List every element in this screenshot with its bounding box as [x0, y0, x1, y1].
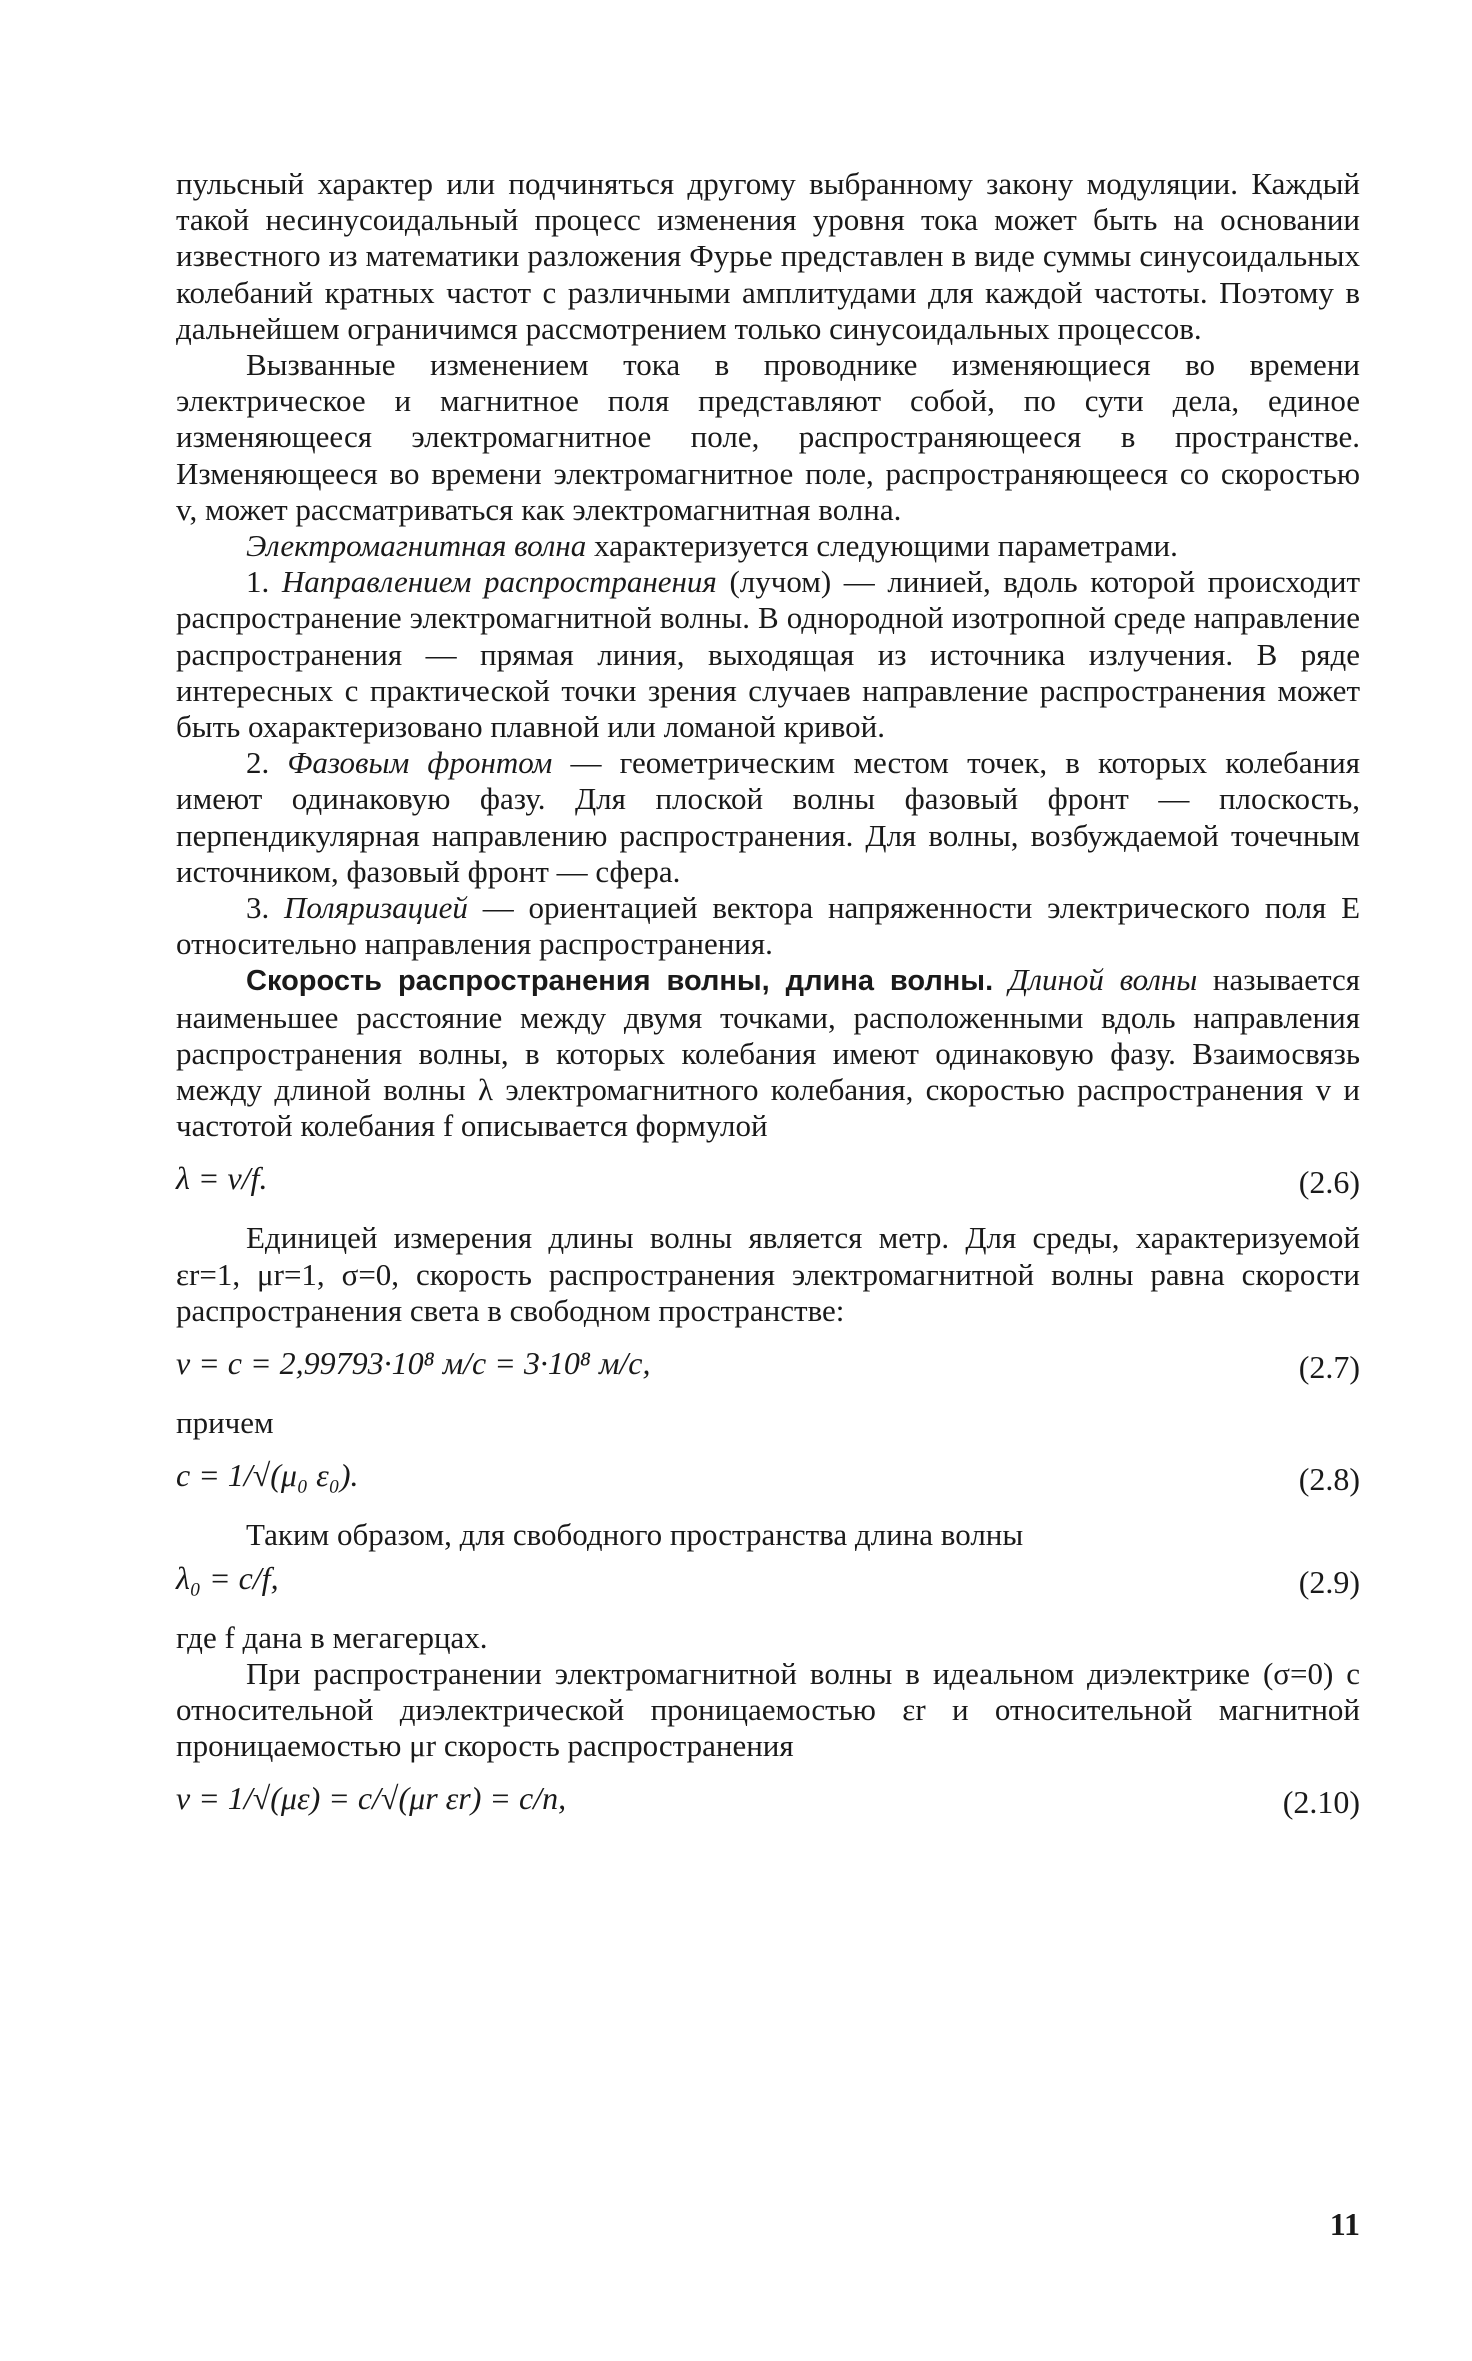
equation-number: (2.8): [1298, 1461, 1360, 1498]
equation-number: (2.7): [1298, 1349, 1360, 1386]
paragraph-wave-params: Электромагнитная волна характеризуется следующими параметрами.: [246, 528, 1178, 564]
equation-2-9: λ₀ = c/f, (2.9): [176, 1559, 1360, 1600]
page-number: 11: [1329, 2206, 1360, 2242]
list-item-polarization: 3. Поляризацией — ориентацией вектора напряженности электрического поля E относительно направления распространения.: [176, 890, 1361, 962]
section-heading-speed: Скорость распространения волны, длина волны.: [246, 965, 994, 998]
equation-2-7: v = c = 2,99793·10⁸ м/с = 3·10⁸ м/с, (2.7): [176, 1345, 1360, 1386]
paragraph-megahertz: где f дана в мегагерцах.: [176, 1619, 488, 1655]
equation-number: (2.9): [1298, 1563, 1360, 1600]
paragraph-continuation: пульсный характер или подчиняться другому выбранному закону модуляции. Каждый такой несинусоидальный процесс изменения уровня тока может быть на основании известного из математики разложения Фурье представлен в виде суммы синусоидальных колебаний кратных частот с различными амплитудами для каждой частоты. Поэтому в дальнейшем ограничимся рассмотрением только синусоидальных процессов.: [176, 166, 1360, 346]
equation-2-10: v = 1/√(με) = c/√(μr εr) = c/n, (2.10): [176, 1780, 1360, 1821]
term-direction: Направлением распространения: [281, 564, 717, 600]
paragraph-unit: Единицей измерения длины волны является метр. Для среды, характеризуемой εr=1, μr=1, σ=0, скорость распространения электромагнитной волны равна скорости распространения света в свободном пространстве:: [176, 1220, 1360, 1328]
term-phase-front: Фазовым фронтом: [287, 745, 553, 781]
list-item-direction: 1. Направлением распространения (лучом) — линией, вдоль которой происходит распространение электромагнитной волны. В однородной изотропной среде направление распространения — прямая линия, выходящая из источника излучения. В ряде интересных с практической точки зрения случаев направление распространения может быть охарактеризовано плавной или ломаной кривой.: [176, 564, 1361, 745]
equation-2-6: λ = v/f. (2.6): [176, 1160, 1360, 1201]
term-em-wave: Электромагнитная волна: [246, 528, 587, 564]
paragraph-wavelength: Скорость распространения волны, длина волны. Длиной волны называется наименьшее расстояние между двумя точками, расположенными вдоль направления распространения волны, в которых колебания имеют одинаковую фазу. Взаимосвязь между длиной волны λ электромагнитного колебания, скоростью распространения v и частотой колебания f описывается формулой: [176, 962, 1360, 1144]
term-polarization: Поляризацией: [284, 890, 468, 926]
paragraph-wherein: причем: [176, 1405, 274, 1441]
equation-number: (2.10): [1282, 1784, 1360, 1821]
term-wavelength: Длиной волны: [1008, 962, 1198, 998]
paragraph-free-space: Таким образом, для свободного пространства длина волны: [246, 1517, 1024, 1553]
paragraph-em-field: Вызванные изменением тока в проводнике изменяющиеся во времени электрическое и магнитное поля представляют собой, по сути дела, единое изменяющееся электромагнитное поле, распространяющееся в пространстве. Изменяющееся во времени электромагнитное поле, распространяющееся со скоростью v, может рассматриваться как электромагнитная волна.: [176, 347, 1360, 527]
page-body: [176, 166, 1360, 1840]
paragraph-dielectric: При распространении электромагнитной волны в идеальном диэлектрике (σ=0) с относительной диэлектрической проницаемостью εr и относительной магнитной проницаемостью μr скорость распространения: [176, 1655, 1360, 1764]
equation-number: (2.6): [1298, 1164, 1360, 1201]
equation-2-8: c = 1/√(μ₀ ε₀). (2.8): [176, 1457, 1360, 1498]
list-item-phase-front: 2. Фазовым фронтом — геометрическим местом точек, в которых колебания имеют одинаковую фазу. Для плоской волны фазовый фронт — плоскость, перпендикулярная направлению распространения. Для волны, возбуждаемой точечным источником, фазовый фронт — сфера.: [176, 745, 1361, 889]
